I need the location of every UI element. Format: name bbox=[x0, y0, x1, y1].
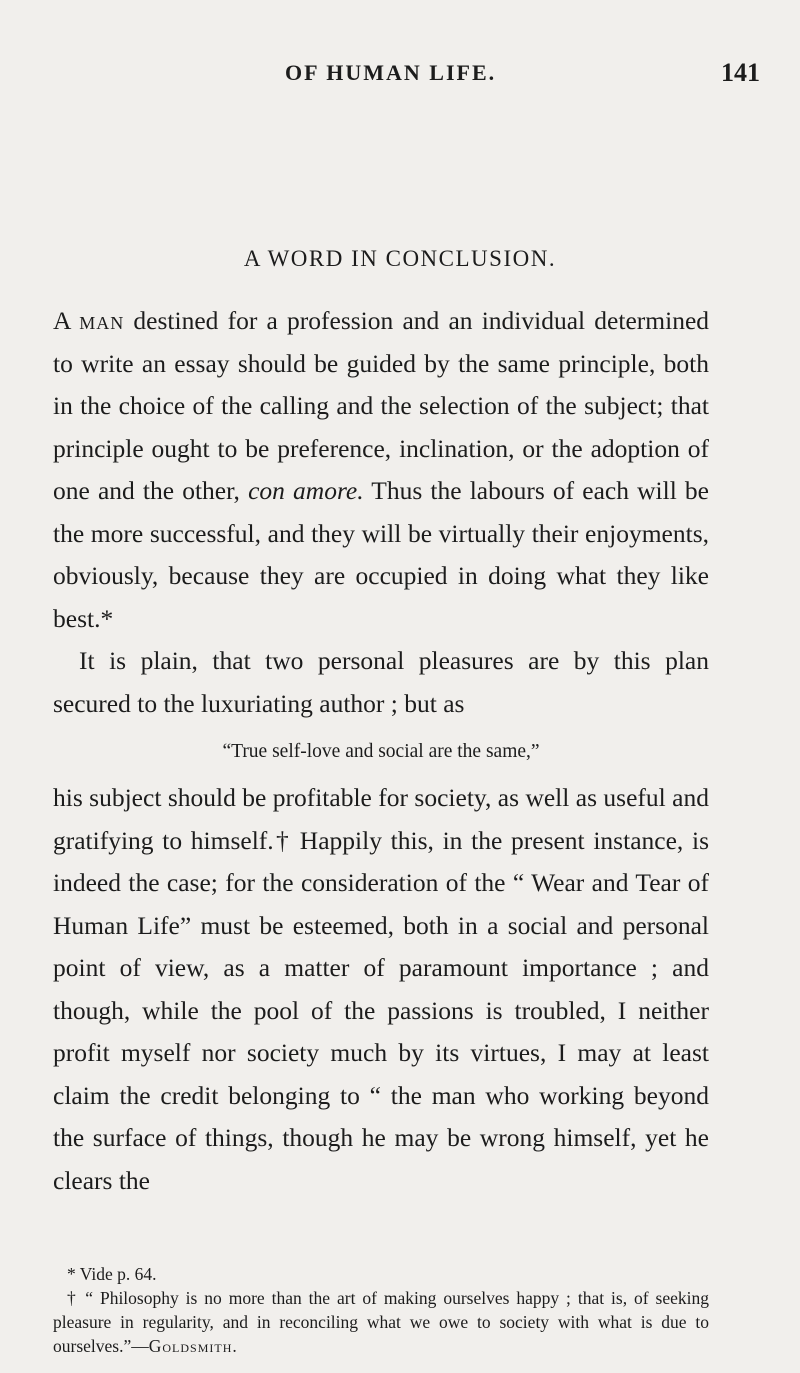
chapter-title: A WORD IN CONCLUSION. bbox=[243, 246, 557, 271]
paragraph-1-text-b: Thus the labours of each will be the more successful, and they will be virtually their enjoyments, obviously, because they are occupied in doing what they like best.* bbox=[53, 476, 709, 633]
paragraph-3: his subject should be profitable for society, as well as useful and gratifying to himself.† Happily this, in the present instance, is indeed the case; for the consideration of the “ Wear and Tear of Human Life” must be esteemed, both in a social and personal point of view, as a matter of paramount importance ; and though, while the pool of the passions is troubled, I neither profit myself nor society much by its virtues, I may at least claim the credit belonging to “ the man who working beyond the surface of things, though he may be wrong himself, yet he clears the bbox=[53, 783, 709, 1195]
paragraph-1-text-a: destined for a profession and an individual determined to write an essay should be guided by the same principle, both in the choice of the calling and the selection of the subject; that principle ought to be preference, inclination, or the adoption of one and the other, bbox=[53, 306, 710, 505]
paragraph-2: It is plain, that two personal pleasures are by this plan secured to the luxuriating author ; but as bbox=[53, 646, 709, 718]
paragraph-1-italic: con amore. bbox=[248, 476, 364, 505]
quotation: “True self-love and social are the same,” bbox=[222, 741, 540, 762]
footnote-2 bbox=[53, 1286, 709, 1358]
paragraph-1-first-word: A bbox=[53, 306, 71, 335]
footnotes bbox=[53, 1262, 709, 1358]
page-number: 141 bbox=[721, 58, 760, 87]
footnote-2-text: † “ Philosophy is no more than the art of making ourselves happy ; that is, of seeking pleasure in regularity, and in reconciling what we owe to society with what is due to ourselves.”— bbox=[53, 1288, 709, 1356]
running-head bbox=[40, 58, 760, 98]
paragraph-1 bbox=[53, 300, 709, 640]
running-head-title: OF HUMAN LIFE. bbox=[285, 60, 497, 85]
paragraph-1-smallcaps: man bbox=[79, 306, 125, 335]
body-text bbox=[53, 300, 709, 1202]
footnote-1: * Vide p. 64. bbox=[67, 1264, 157, 1284]
footnote-2-author: Goldsmith. bbox=[148, 1336, 238, 1356]
